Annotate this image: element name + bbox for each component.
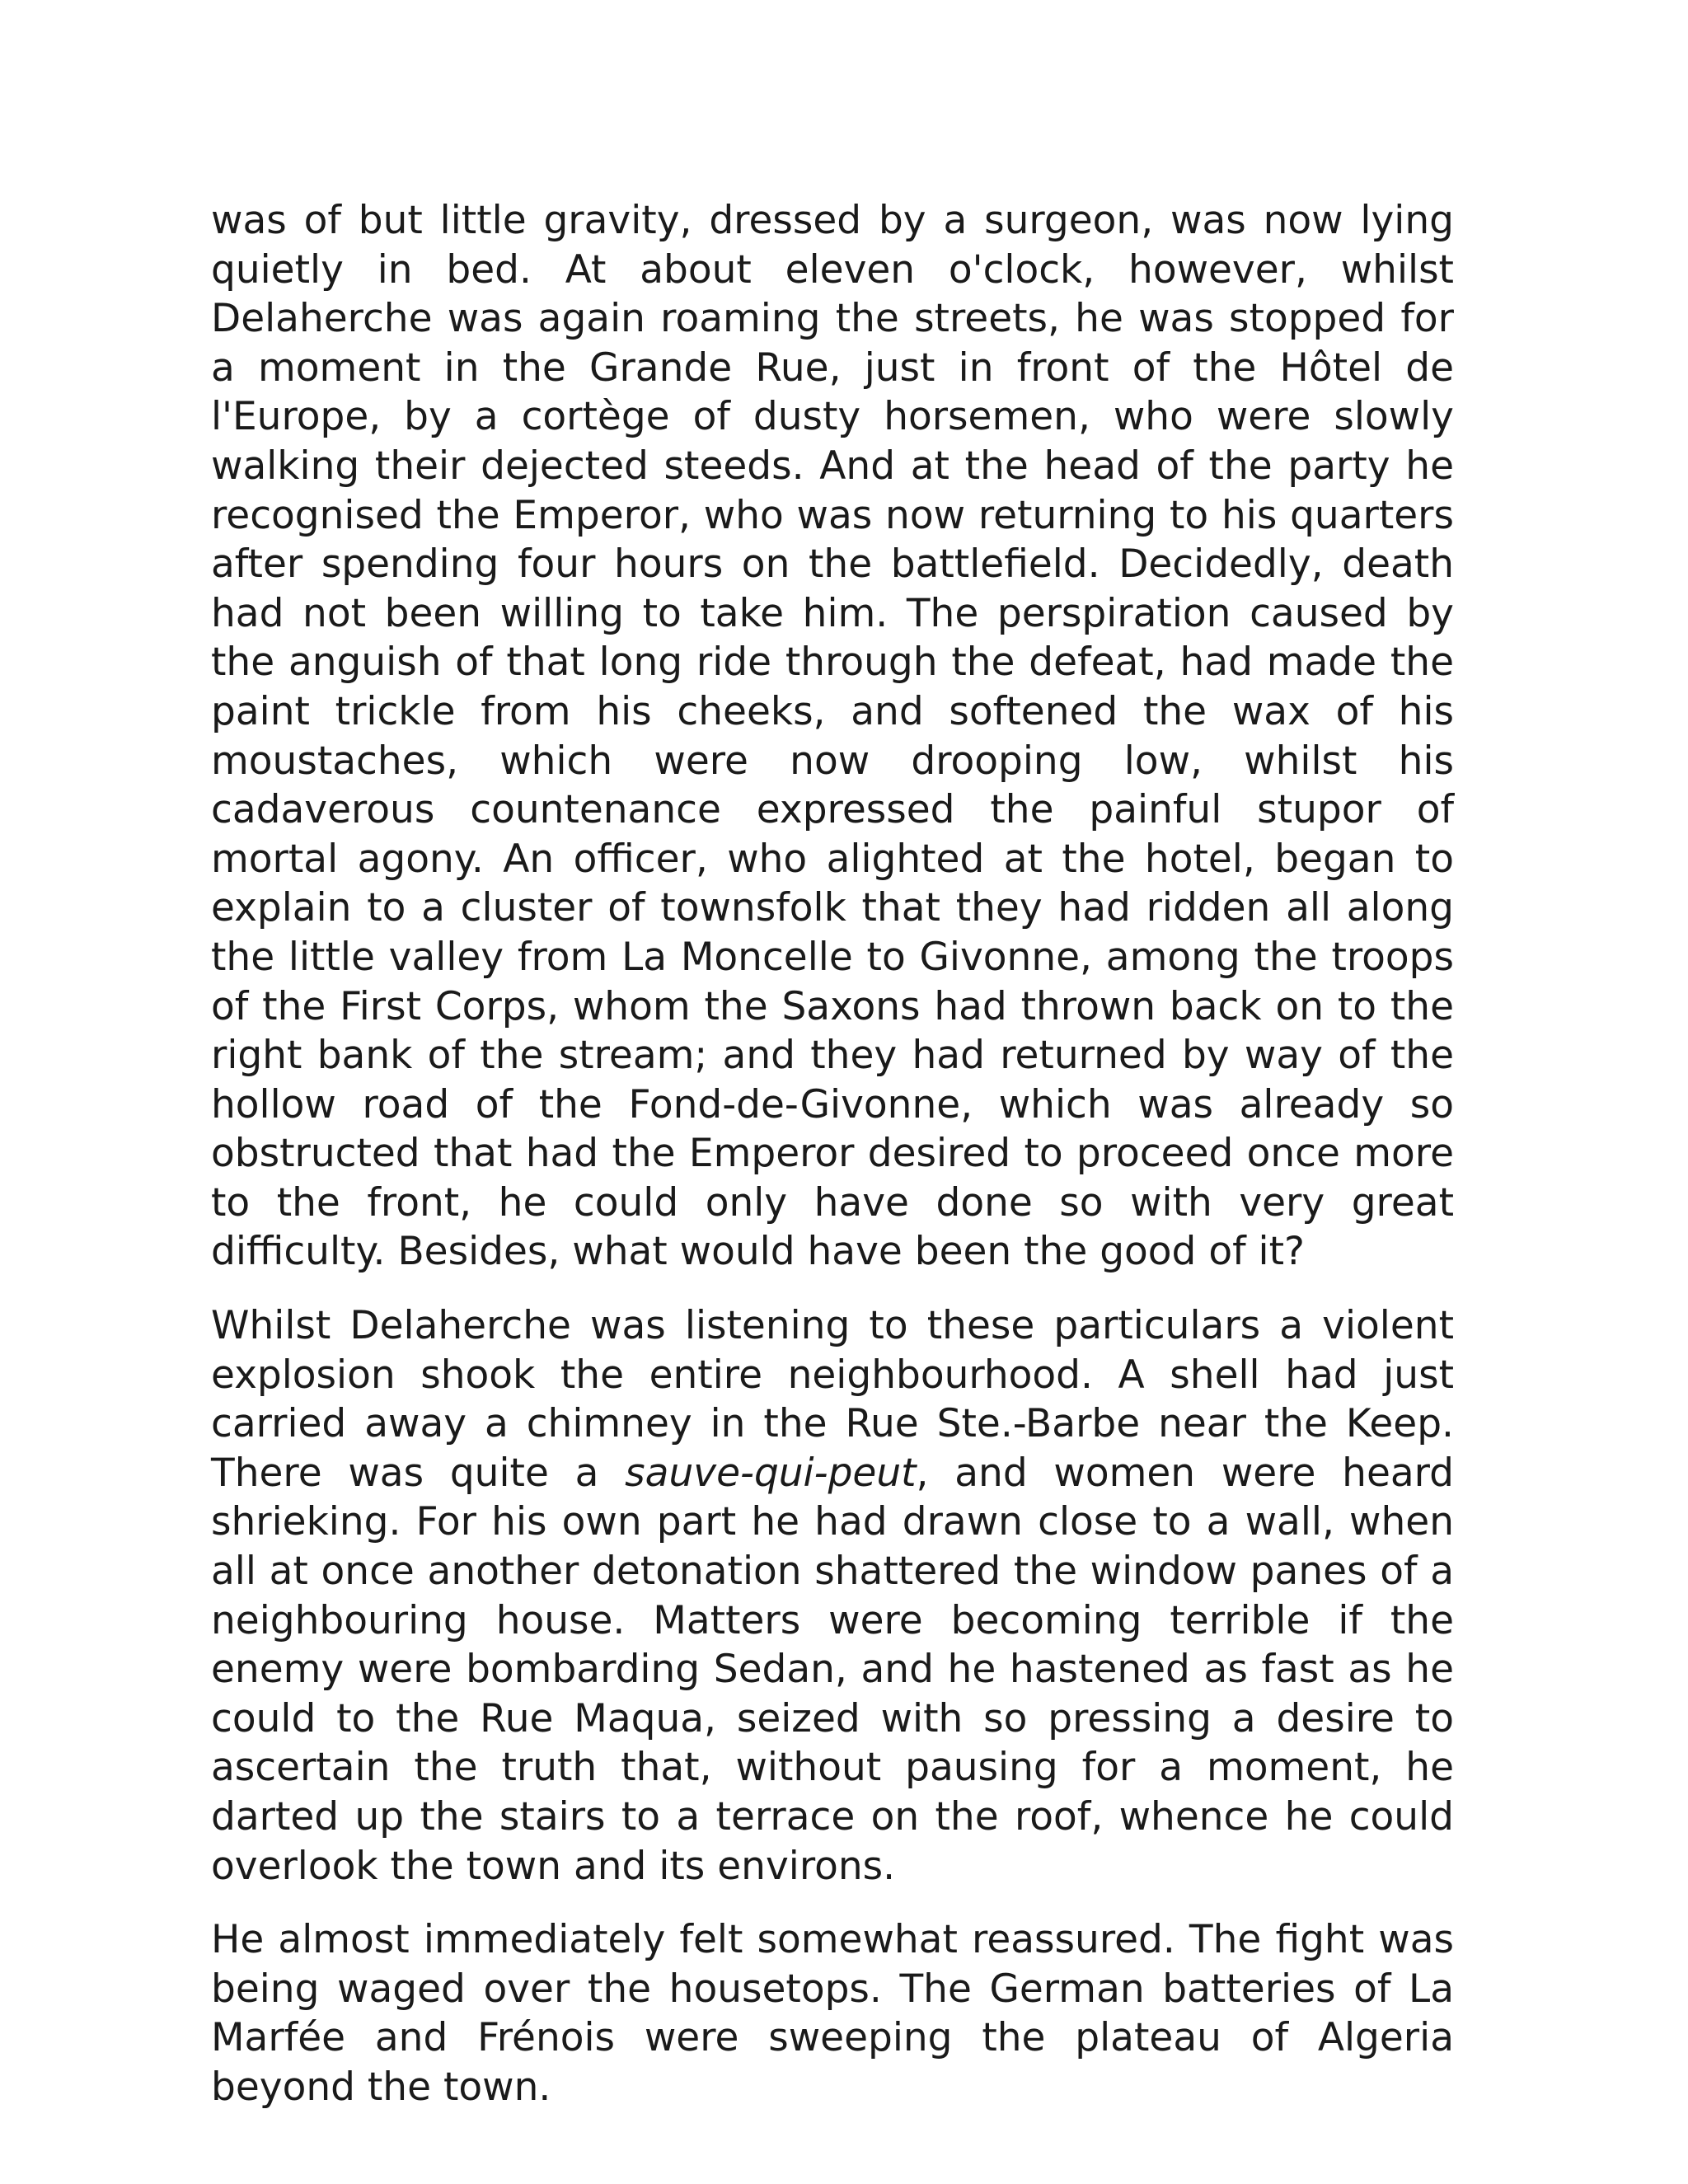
paragraph-2: [211, 1301, 1454, 1891]
paragraph-2-text-before: Whilst Delaherche was listening to these particulars a violent explosion shook the entire neighbourhood. A shell had just carried away a chimney in the Rue Ste.-Barbe near the Keep. There was quite a: [211, 1303, 1454, 1496]
paragraph-2-text-after: , and women were heard shrieking. For his own part he had drawn close to a wall, when all at once another detonation shattered the window panes of a neighbouring house. Matters were becoming terrible if the enemy were bombarding Sedan, and he hastened as fast as he could to the Rue Maqua, seized with so pressing a desire to ascertain the truth that, without pausing for a moment, he darted up the stairs to a terrace on the roof, whence he could overlook the town and its environs.: [211, 1450, 1454, 1889]
paragraph-3: He almost immediately felt somewhat reassured. The fight was being waged over the housetops. The German batteries of La Marfée and Frénois were sweeping the plateau of Algeria beyond the town.: [211, 1917, 1454, 2110]
italic-phrase: sauve-qui-peut: [625, 1450, 917, 1496]
paragraph-1: was of but little gravity, dressed by a surgeon, was now lying quietly in bed. At about eleven o'clock, however, whilst Delaherche was again roaming the streets, he was stopped for a moment in the Grande Rue, just in front of the Hôtel de l'Europe, by a cortège of dusty horsemen, who were slowly walking their dejected steeds. And at the head of the party he recognised the Emperor, who was now returning to his quarters after spending four hours on the battlefield. Decidedly, death had not been willing to take him. The perspiration caused by the anguish of that long ride through the defeat, had made the paint trickle from his cheeks, and softened the wax of his moustaches, which were now drooping low, whilst his cadaverous countenance expressed the painful stupor of mortal agony. An officer, who alighted at the hotel, began to explain to a cluster of townsfolk that they had ridden all along the little valley from La Moncelle to Givonne, among the troops of the First Corps, whom the Saxons had thrown back on to the right bank of the stream; and they had returned by way of the hollow road of the Fond-de-Givonne, which was already so obstructed that had the Emperor desired to proceed once more to the front, he could only have done so with very great difficulty. Besides, what would have been the good of it?: [211, 198, 1454, 1275]
document-page: [211, 196, 1454, 2137]
